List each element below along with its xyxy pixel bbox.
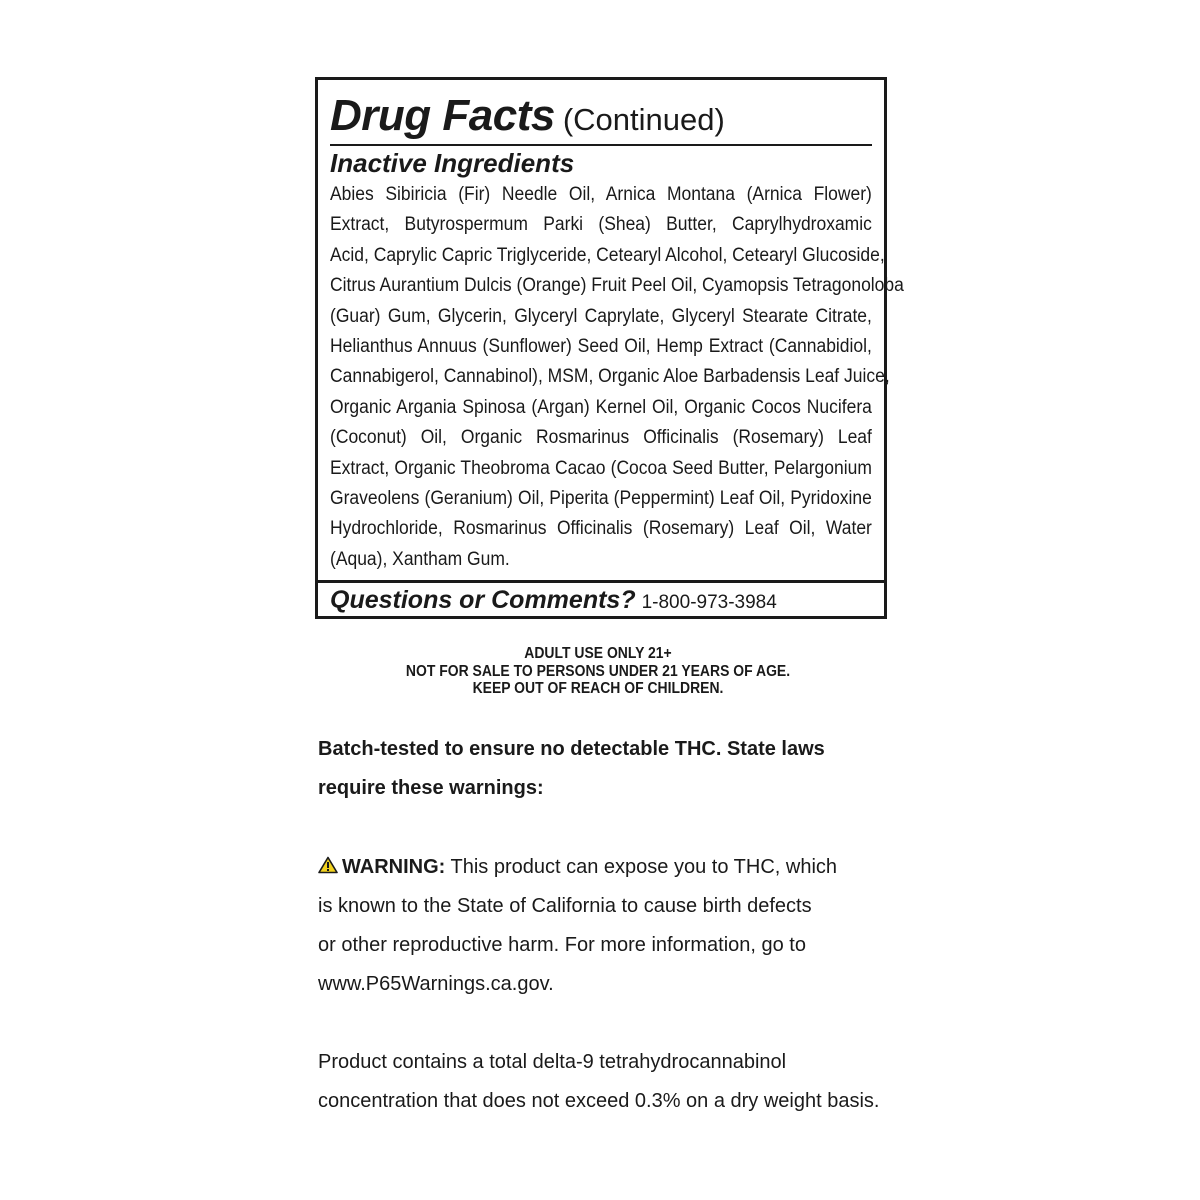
ingredient-line: Helianthus Annuus (Sunflower) Seed Oil, Hemp Extract (Cannabidiol, <box>330 336 872 358</box>
ingredient-line: Extract, Organic Theobroma Cacao (Cocoa Seed Butter, Pelargonium <box>330 457 872 479</box>
batch-line: Batch-tested to ensure no detectable THC. State laws <box>318 738 825 760</box>
drug-facts-subtitle: (Continued) <box>562 102 725 137</box>
warning-line: www.P65Warnings.ca.gov. <box>318 973 554 995</box>
delta-line: concentration that does not exceed 0.3% on a dry weight basis. <box>318 1090 880 1112</box>
ingredient-line: (Coconut) Oil, Organic Rosmarinus Officinalis (Rosemary) Leaf <box>330 427 872 449</box>
drug-facts-title: Drug Facts <box>330 91 555 140</box>
prop65-warning <box>318 848 898 1004</box>
ingredient-line: Cannabigerol, Cannabinol), MSM, Organic Aloe Barbadensis Leaf Juice, <box>330 366 890 388</box>
ingredient-line: Graveolens (Geranium) Oil, Piperita (Peppermint) Leaf Oil, Pyridoxine <box>330 488 872 510</box>
age-notice-line: ADULT USE ONLY 21+ <box>524 645 672 662</box>
warning-label: WARNING: <box>342 856 446 878</box>
warning-line: is known to the State of California to cause birth defects <box>318 895 812 917</box>
questions-row <box>318 580 884 616</box>
drug-facts-panel <box>315 77 904 619</box>
batch-tested-statement <box>318 730 898 808</box>
inactive-ingredients-heading: Inactive Ingredients <box>330 148 575 178</box>
ingredient-line: Citrus Aurantium Dulcis (Orange) Fruit Peel Oil, Cyamopsis Tetragonoloba <box>330 275 904 297</box>
ingredient-line: Organic Argania Spinosa (Argan) Kernel Oil, Organic Cocos Nucifera <box>330 396 872 418</box>
ingredient-line: Extract, Butyrospermum Parki (Shea) Butter, Caprylhydroxamic <box>330 214 872 236</box>
batch-line: require these warnings: <box>318 777 544 799</box>
delta-line: Product contains a total delta-9 tetrahydrocannabinol <box>318 1051 787 1073</box>
questions-label: Questions or Comments? <box>330 586 636 614</box>
age-notice-line: NOT FOR SALE TO PERSONS UNDER 21 YEARS OF AGE. <box>405 662 791 680</box>
warning-first-line <box>318 848 898 887</box>
inactive-ingredients-list <box>330 180 904 575</box>
warning-triangle-icon <box>318 849 338 867</box>
ingredient-line: (Guar) Gum, Glycerin, Glyceryl Caprylate, Glyceryl Stearate Citrate, <box>330 305 872 327</box>
age-notice-line: KEEP OUT OF REACH OF CHILDREN. <box>472 680 724 697</box>
drug-facts-header <box>330 88 872 146</box>
ingredient-line: Abies Sibiricia (Fir) Needle Oil, Arnica Montana (Arnica Flower) <box>330 184 872 205</box>
age-restriction-notice <box>330 645 866 698</box>
thc-concentration-statement <box>318 1043 898 1121</box>
questions-phone-number: 1-800-973-3984 <box>641 592 777 613</box>
ingredient-line: Hydrochloride, Rosmarinus Officinalis (Rosemary) Leaf Oil, Water <box>330 518 872 540</box>
ingredient-line: (Aqua), Xantham Gum. <box>330 548 510 570</box>
warning-line: or other reproductive harm. For more information, go to <box>318 934 806 956</box>
ingredient-line: Acid, Caprylic Capric Triglyceride, Cetearyl Alcohol, Cetearyl Glucoside, <box>330 244 885 266</box>
warning-text: This product can expose you to THC, which <box>445 856 838 878</box>
